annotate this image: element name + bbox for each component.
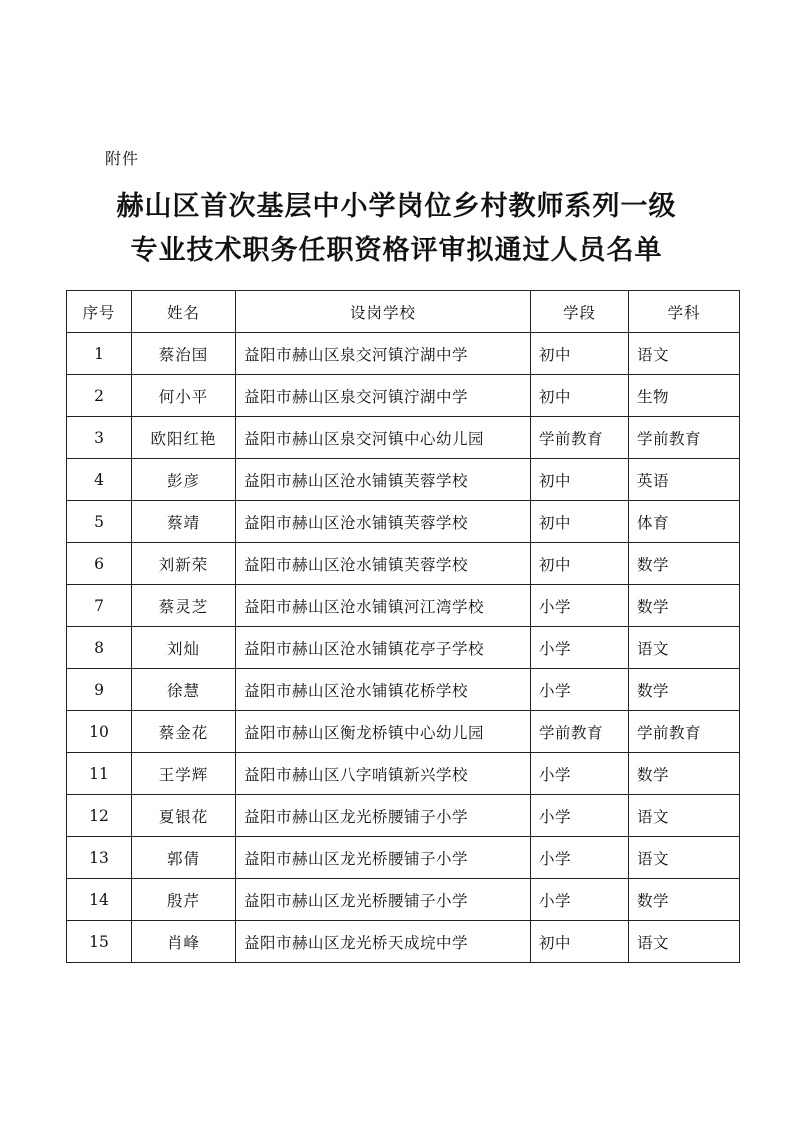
cell-serial-number: 1 — [67, 333, 132, 375]
cell-school: 益阳市赫山区龙光桥腰铺子小学 — [236, 837, 531, 879]
cell-serial-number: 2 — [67, 375, 132, 417]
cell-stage: 学前教育 — [531, 417, 629, 459]
cell-subject: 语文 — [629, 795, 740, 837]
cell-serial-number: 14 — [67, 879, 132, 921]
cell-school: 益阳市赫山区泉交河镇泞湖中学 — [236, 375, 531, 417]
cell-name: 郭倩 — [132, 837, 236, 879]
cell-serial-number: 12 — [67, 795, 132, 837]
cell-subject: 数学 — [629, 753, 740, 795]
table-row — [67, 921, 740, 963]
cell-school: 益阳市赫山区衡龙桥镇中心幼儿园 — [236, 711, 531, 753]
cell-school: 益阳市赫山区泉交河镇泞湖中学 — [236, 333, 531, 375]
cell-name: 刘新荣 — [132, 543, 236, 585]
header-stage: 学段 — [531, 291, 629, 333]
cell-serial-number: 3 — [67, 417, 132, 459]
table-row — [67, 501, 740, 543]
cell-subject: 数学 — [629, 879, 740, 921]
cell-subject: 生物 — [629, 375, 740, 417]
cell-subject: 体育 — [629, 501, 740, 543]
cell-school: 益阳市赫山区泉交河镇中心幼儿园 — [236, 417, 531, 459]
cell-stage: 小学 — [531, 795, 629, 837]
cell-name: 王学辉 — [132, 753, 236, 795]
cell-school: 益阳市赫山区龙光桥腰铺子小学 — [236, 879, 531, 921]
cell-stage: 初中 — [531, 459, 629, 501]
cell-name: 徐慧 — [132, 669, 236, 711]
cell-serial-number: 11 — [67, 753, 132, 795]
cell-serial-number: 5 — [67, 501, 132, 543]
cell-name: 何小平 — [132, 375, 236, 417]
table-row — [67, 879, 740, 921]
cell-subject: 语文 — [629, 627, 740, 669]
table-row — [67, 543, 740, 585]
cell-name: 刘灿 — [132, 627, 236, 669]
cell-subject: 学前教育 — [629, 711, 740, 753]
attachment-label: 附件 — [105, 149, 140, 168]
cell-stage: 小学 — [531, 753, 629, 795]
cell-subject: 语文 — [629, 921, 740, 963]
cell-serial-number: 4 — [67, 459, 132, 501]
table-row — [67, 459, 740, 501]
table-row — [67, 837, 740, 879]
cell-serial-number: 13 — [67, 837, 132, 879]
cell-subject: 语文 — [629, 333, 740, 375]
cell-name: 欧阳红艳 — [132, 417, 236, 459]
header-name: 姓名 — [132, 291, 236, 333]
header-school: 设岗学校 — [236, 291, 531, 333]
personnel-table — [66, 290, 740, 963]
cell-serial-number: 10 — [67, 711, 132, 753]
cell-subject: 英语 — [629, 459, 740, 501]
cell-school: 益阳市赫山区八字哨镇新兴学校 — [236, 753, 531, 795]
cell-stage: 学前教育 — [531, 711, 629, 753]
cell-stage: 小学 — [531, 879, 629, 921]
document-title-line-1: 赫山区首次基层中小学岗位乡村教师系列一级 — [116, 191, 677, 222]
table-row — [67, 711, 740, 753]
cell-school: 益阳市赫山区沧水铺镇花亭子学校 — [236, 627, 531, 669]
cell-subject: 语文 — [629, 837, 740, 879]
cell-stage: 初中 — [531, 375, 629, 417]
cell-subject: 数学 — [629, 669, 740, 711]
cell-name: 殷芹 — [132, 879, 236, 921]
cell-name: 蔡金花 — [132, 711, 236, 753]
cell-stage: 小学 — [531, 669, 629, 711]
cell-subject: 数学 — [629, 543, 740, 585]
cell-subject: 数学 — [629, 585, 740, 627]
cell-stage: 初中 — [531, 501, 629, 543]
cell-school: 益阳市赫山区龙光桥天成垸中学 — [236, 921, 531, 963]
table-row — [67, 669, 740, 711]
cell-stage: 初中 — [531, 333, 629, 375]
table-row — [67, 375, 740, 417]
table-row — [67, 417, 740, 459]
cell-stage: 初中 — [531, 543, 629, 585]
cell-serial-number: 15 — [67, 921, 132, 963]
table-row — [67, 795, 740, 837]
cell-stage: 小学 — [531, 837, 629, 879]
cell-name: 蔡靖 — [132, 501, 236, 543]
cell-school: 益阳市赫山区沧水铺镇河江湾学校 — [236, 585, 531, 627]
cell-school: 益阳市赫山区沧水铺镇芙蓉学校 — [236, 459, 531, 501]
cell-serial-number: 8 — [67, 627, 132, 669]
cell-school: 益阳市赫山区沧水铺镇花桥学校 — [236, 669, 531, 711]
header-subject: 学科 — [629, 291, 740, 333]
table-row — [67, 333, 740, 375]
table-body — [67, 333, 740, 963]
cell-stage: 初中 — [531, 921, 629, 963]
cell-name: 蔡灵芝 — [132, 585, 236, 627]
cell-name: 蔡治国 — [132, 333, 236, 375]
header-serial-number: 序号 — [67, 291, 132, 333]
table-row — [67, 627, 740, 669]
cell-serial-number: 9 — [67, 669, 132, 711]
cell-stage: 小学 — [531, 627, 629, 669]
table-row — [67, 585, 740, 627]
cell-serial-number: 7 — [67, 585, 132, 627]
table-row — [67, 753, 740, 795]
cell-name: 彭彦 — [132, 459, 236, 501]
cell-name: 夏银花 — [132, 795, 236, 837]
table-header-row — [67, 291, 740, 333]
cell-subject: 学前教育 — [629, 417, 740, 459]
cell-name: 肖峰 — [132, 921, 236, 963]
cell-serial-number: 6 — [67, 543, 132, 585]
cell-school: 益阳市赫山区龙光桥腰铺子小学 — [236, 795, 531, 837]
document-title-line-2: 专业技术职务任职资格评审拟通过人员名单 — [130, 235, 663, 266]
cell-school: 益阳市赫山区沧水铺镇芙蓉学校 — [236, 543, 531, 585]
cell-stage: 小学 — [531, 585, 629, 627]
cell-school: 益阳市赫山区沧水铺镇芙蓉学校 — [236, 501, 531, 543]
